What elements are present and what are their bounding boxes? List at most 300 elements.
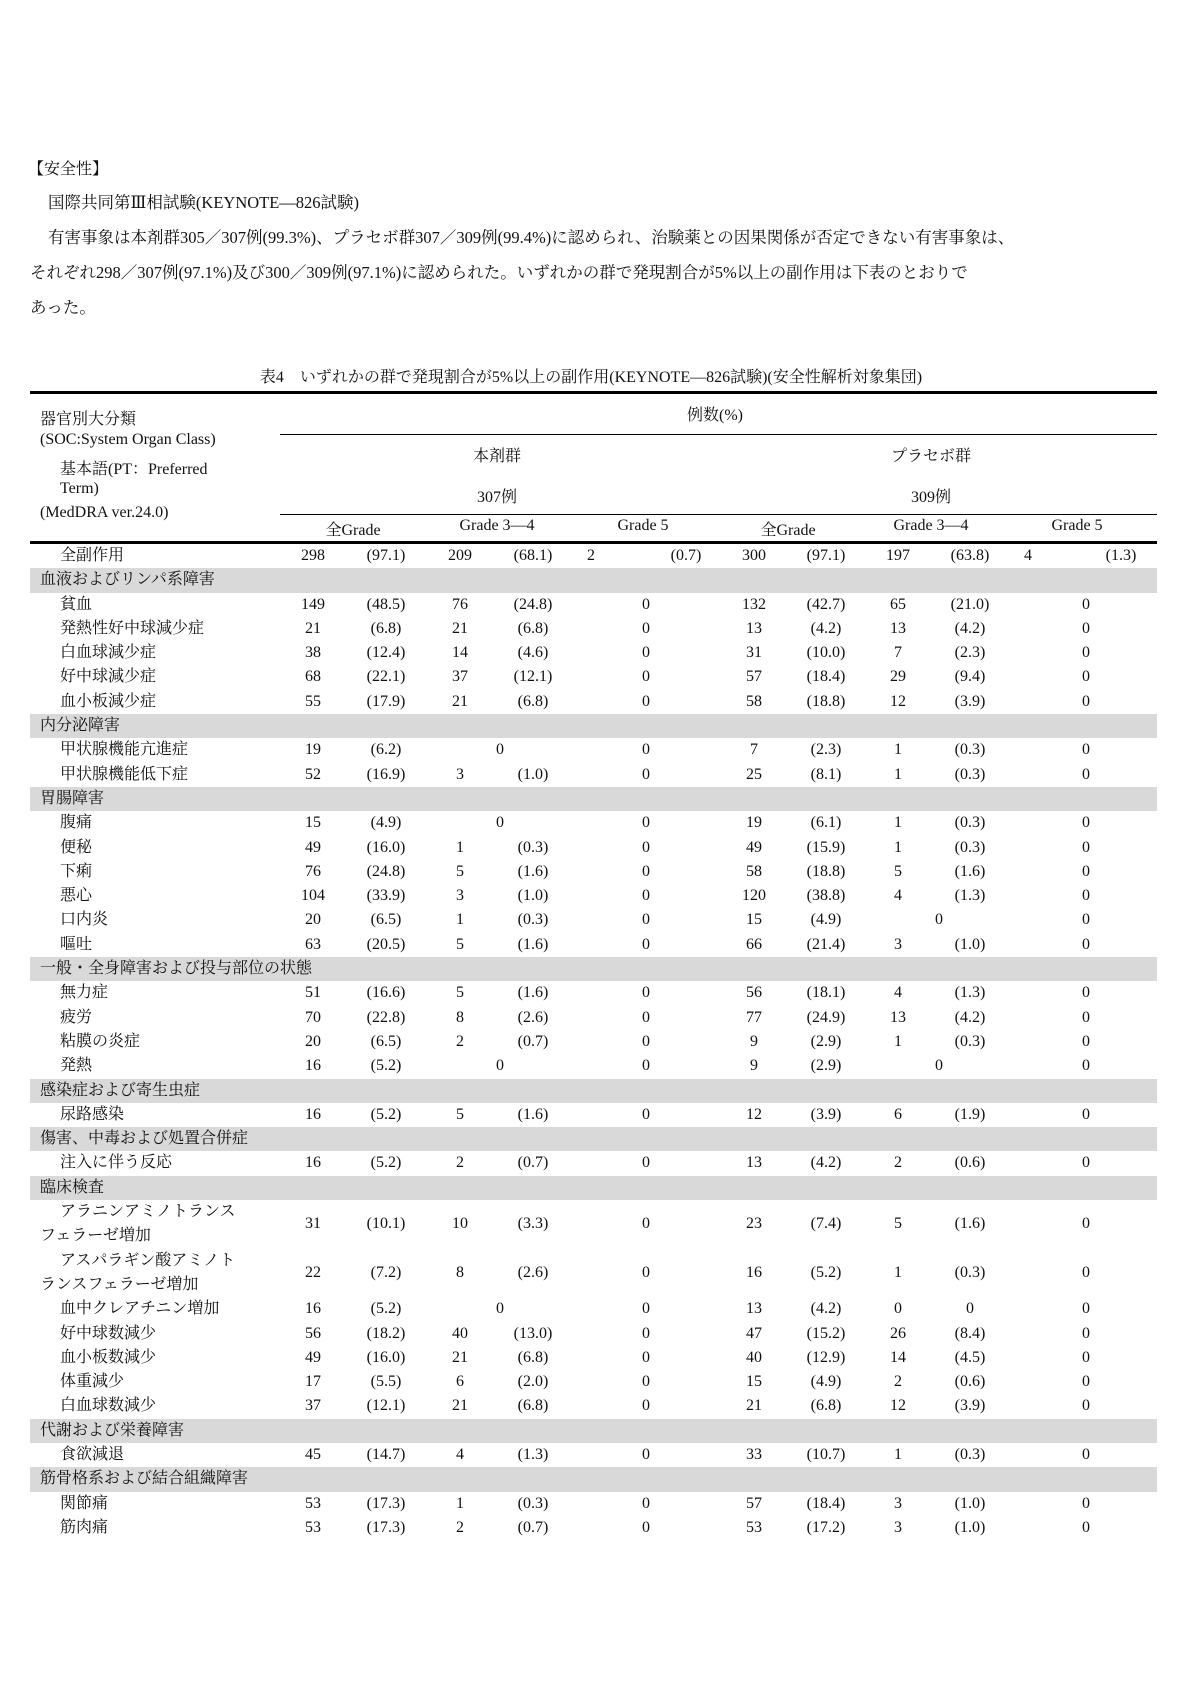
percent-all-grade: (4.9)	[810, 1373, 842, 1391]
percent-grade-3-4: (4.2)	[954, 619, 986, 637]
percent-grade-3-4: (1.6)	[517, 984, 549, 1002]
count-all-grade: 31	[305, 1215, 321, 1233]
study-title: 国際共同第Ⅲ相試験(KEYNOTE―826試験)	[48, 193, 360, 212]
percent-grade-3-4: (0.6)	[954, 1154, 986, 1172]
percent-grade-3-4: (1.6)	[517, 1105, 549, 1123]
percent-all-grade: (10.0)	[806, 644, 846, 662]
divider	[280, 514, 1157, 515]
row-label	[60, 1103, 124, 1127]
count-grade-3-4: 2	[894, 1154, 902, 1172]
table-row	[30, 933, 1157, 957]
percent-grade-5: (1.3)	[1105, 547, 1137, 564]
count-grade-5: 2	[587, 547, 595, 564]
percent-all-grade: (5.5)	[370, 1373, 402, 1391]
count-grade-5: 0	[642, 935, 650, 953]
table-row	[30, 1030, 1157, 1054]
row-label	[60, 544, 124, 568]
count-grade-3-4: 5	[456, 984, 464, 1002]
count-grade-5: 0	[642, 1057, 650, 1075]
percent-grade-3-4: (0.3)	[954, 1263, 986, 1281]
row-label-line: 全副作用	[60, 547, 125, 564]
count-all-grade: 58	[746, 692, 762, 710]
count-grade-3-4: 1	[894, 838, 902, 856]
row-label	[40, 1176, 104, 1200]
count-all-grade: 55	[305, 692, 321, 710]
row-label-line: 無力症	[60, 984, 109, 1002]
soc-row	[30, 957, 1157, 981]
count-all-grade: 37	[305, 1397, 321, 1415]
table-row	[30, 763, 1157, 787]
percent-all-grade: (4.9)	[370, 814, 402, 832]
row-label	[40, 1419, 184, 1443]
count-grade-3-4: 1	[456, 911, 464, 929]
percent-grade-3-4: (1.6)	[517, 862, 549, 880]
percent-grade-3-4: (0.7)	[517, 1154, 549, 1172]
total-row	[30, 544, 1157, 568]
table-row	[30, 1103, 1157, 1127]
percent-all-grade: (97.1)	[366, 547, 406, 564]
row-label-line: 下痢	[60, 862, 93, 880]
table-row	[30, 811, 1157, 835]
table-row	[30, 641, 1157, 665]
percent-grade-3-4: (0.3)	[954, 1445, 986, 1463]
count-all-grade: 53	[305, 1518, 321, 1536]
count-grade-5: 0	[1082, 595, 1090, 613]
row-label	[60, 860, 92, 884]
count-grade-3-4: 8	[456, 1008, 464, 1026]
percent-all-grade: (12.4)	[366, 644, 406, 662]
row-label	[40, 1079, 200, 1103]
count-grade-3-4: 8	[456, 1263, 464, 1281]
count-all-grade: 19	[305, 741, 321, 759]
count-grade-5: 0	[1082, 1494, 1090, 1512]
percent-all-grade: (6.1)	[810, 814, 842, 832]
grade-header: Grade 5	[1051, 517, 1103, 534]
count-all-grade: 17	[305, 1373, 321, 1391]
row-label-line: 悪心	[60, 887, 93, 905]
count-grade-5: 0	[1082, 1057, 1090, 1075]
count-grade-3-4: 0	[496, 814, 504, 832]
table-row	[30, 665, 1157, 689]
count-all-grade: 7	[750, 741, 758, 759]
table-row	[30, 908, 1157, 932]
count-all-grade: 58	[746, 862, 762, 880]
count-all-grade: 22	[305, 1263, 321, 1281]
count-grade-3-4: 5	[894, 1215, 902, 1233]
percent-grade-3-4: (0.3)	[954, 741, 986, 759]
row-label	[60, 1346, 156, 1370]
percent-grade-3-4: (63.8)	[950, 547, 990, 564]
percent-grade-3-4: (4.5)	[954, 1348, 986, 1366]
count-all-grade: 57	[746, 668, 762, 686]
count-grade-5: 0	[1082, 838, 1090, 856]
count-grade-3-4: 1	[894, 1263, 902, 1281]
count-grade-3-4: 3	[894, 935, 902, 953]
row-label-line: 腹痛	[60, 814, 93, 832]
percent-grade-3-4: (1.0)	[517, 765, 549, 783]
count-all-grade: 19	[746, 814, 762, 832]
count-grade-5: 0	[1082, 1445, 1090, 1463]
count-grade-5: 0	[1082, 1008, 1090, 1026]
percent-all-grade: (5.2)	[810, 1263, 842, 1281]
percent-all-grade: (21.4)	[806, 935, 846, 953]
table-row	[30, 593, 1157, 617]
count-grade-3-4: 2	[894, 1373, 902, 1391]
row-header-line: 基本語(PT：Preferred	[60, 461, 208, 478]
count-grade-3-4: 0	[935, 911, 943, 929]
row-label	[40, 1200, 236, 1249]
count-all-grade: 23	[746, 1215, 762, 1233]
count-grade-3-4: 1	[894, 741, 902, 759]
count-grade-3-4: 6	[894, 1105, 902, 1123]
row-label-line: 内分泌障害	[40, 717, 121, 735]
count-grade-3-4: 3	[894, 1518, 902, 1536]
count-all-grade: 77	[746, 1008, 762, 1026]
percent-all-grade: (5.2)	[370, 1105, 402, 1123]
percent-grade-3-4: (1.3)	[517, 1445, 549, 1463]
count-grade-3-4: 197	[886, 547, 910, 564]
percent-grade-3-4: (4.2)	[954, 1008, 986, 1026]
row-label	[60, 836, 92, 860]
count-grade-5: 0	[1082, 1300, 1090, 1318]
count-grade-5: 0	[642, 1105, 650, 1123]
row-label	[60, 593, 92, 617]
percent-all-grade: (2.9)	[810, 1057, 842, 1075]
percent-all-grade: (48.5)	[366, 595, 406, 613]
percent-grade-3-4: (1.3)	[954, 984, 986, 1002]
count-all-grade: 120	[742, 887, 766, 905]
soc-row	[30, 568, 1157, 592]
row-label-line: 口内炎	[60, 911, 109, 929]
percent-all-grade: (4.2)	[810, 1300, 842, 1318]
count-grade-5: 0	[642, 619, 650, 637]
percent-grade-3-4: (68.1)	[513, 547, 553, 564]
percent-all-grade: (18.8)	[806, 862, 846, 880]
table-row	[30, 1054, 1157, 1078]
table-row	[30, 1394, 1157, 1418]
table-row	[30, 1370, 1157, 1394]
row-label-line: 尿路感染	[60, 1105, 125, 1123]
percent-all-grade: (4.9)	[810, 911, 842, 929]
count-grade-5: 0	[642, 595, 650, 613]
count-all-grade: 15	[746, 1373, 762, 1391]
percent-all-grade: (6.2)	[370, 741, 402, 759]
percent-grade-3-4: (12.1)	[513, 668, 553, 686]
count-all-grade: 66	[746, 935, 762, 953]
count-grade-3-4: 0	[496, 1300, 504, 1318]
percent-all-grade: (5.2)	[370, 1300, 402, 1318]
percent-grade-3-4: (2.3)	[954, 644, 986, 662]
table-row	[30, 1492, 1157, 1516]
count-grade-5: 0	[642, 1215, 650, 1233]
row-label-line: 臨床検査	[40, 1178, 105, 1196]
percent-all-grade: (10.1)	[366, 1215, 406, 1233]
percent-all-grade: (5.2)	[370, 1154, 402, 1172]
count-grade-5: 0	[642, 887, 650, 905]
percent-all-grade: (2.9)	[810, 1032, 842, 1050]
percent-grade-3-4: (6.8)	[517, 1348, 549, 1366]
percent-all-grade: (16.9)	[366, 765, 406, 783]
count-grade-5: 0	[642, 911, 650, 929]
count-all-grade: 47	[746, 1324, 762, 1342]
percent-grade-3-4: (1.9)	[954, 1105, 986, 1123]
percent-all-grade: (18.4)	[806, 668, 846, 686]
percent-all-grade: (16.0)	[366, 838, 406, 856]
count-all-grade: 20	[305, 911, 321, 929]
count-grade-3-4: 1	[456, 1494, 464, 1512]
count-grade-3-4: 1	[456, 838, 464, 856]
count-grade-3-4: 2	[456, 1518, 464, 1536]
row-header-line: 器官別大分類	[40, 411, 137, 428]
percent-all-grade: (16.0)	[366, 1348, 406, 1366]
count-grade-3-4: 0	[894, 1300, 902, 1318]
count-grade-3-4: 3	[456, 765, 464, 783]
row-label	[60, 1322, 156, 1346]
percent-all-grade: (6.8)	[370, 619, 402, 637]
percent-all-grade: (18.4)	[806, 1494, 846, 1512]
percent-grade-3-4: (24.8)	[513, 595, 553, 613]
count-grade-3-4: 3	[894, 1494, 902, 1512]
percent-grade-3-4: (2.0)	[517, 1373, 549, 1391]
percent-all-grade: (4.2)	[810, 1154, 842, 1172]
count-grade-3-4: 4	[456, 1445, 464, 1463]
row-label	[60, 1006, 92, 1030]
row-label-line: 血小板数減少	[60, 1348, 157, 1366]
count-grade-5: 0	[642, 814, 650, 832]
percent-all-grade: (18.8)	[806, 692, 846, 710]
percent-grade-3-4: (0.3)	[517, 838, 549, 856]
row-label	[60, 690, 156, 714]
percent-grade-5: (0.7)	[670, 547, 702, 564]
count-all-grade: 132	[742, 595, 766, 613]
count-grade-3-4: 0	[935, 1057, 943, 1075]
count-grade-5: 0	[642, 1445, 650, 1463]
count-header: 例数(%)	[687, 407, 743, 424]
table-row	[30, 1443, 1157, 1467]
count-all-grade: 38	[305, 644, 321, 662]
percent-all-grade: (18.1)	[806, 984, 846, 1002]
percent-grade-3-4: (1.0)	[517, 887, 549, 905]
percent-all-grade: (8.1)	[810, 765, 842, 783]
percent-all-grade: (18.2)	[366, 1324, 406, 1342]
row-label-line: フェラーゼ増加	[40, 1227, 151, 1245]
table-body	[30, 544, 1157, 1540]
group-name: プラセボ群	[890, 448, 972, 465]
count-grade-5: 0	[1082, 1154, 1090, 1172]
percent-grade-3-4: (6.8)	[517, 619, 549, 637]
row-label	[60, 1443, 124, 1467]
row-label-line: ランスフェラーゼ増加	[40, 1275, 199, 1293]
percent-all-grade: (24.9)	[806, 1008, 846, 1026]
soc-row	[30, 1127, 1157, 1151]
row-label-line: 筋骨格系および結合組織障害	[40, 1470, 249, 1488]
count-grade-5: 0	[642, 692, 650, 710]
percent-all-grade: (7.2)	[370, 1263, 402, 1281]
row-label-line: 食欲減退	[60, 1445, 125, 1463]
count-grade-3-4: 21	[452, 619, 468, 637]
count-all-grade: 9	[750, 1057, 758, 1075]
percent-grade-3-4: (3.9)	[954, 1397, 986, 1415]
count-grade-5: 0	[642, 1263, 650, 1281]
row-label	[60, 981, 108, 1005]
count-all-grade: 20	[305, 1032, 321, 1050]
count-grade-5: 0	[1082, 814, 1090, 832]
row-label	[40, 1249, 236, 1298]
count-all-grade: 16	[305, 1154, 321, 1172]
count-grade-3-4: 4	[894, 887, 902, 905]
count-grade-3-4: 10	[452, 1215, 468, 1233]
table-row	[30, 738, 1157, 762]
percent-all-grade: (38.8)	[806, 887, 846, 905]
row-label-line: 貧血	[60, 595, 93, 613]
count-grade-5: 0	[642, 1348, 650, 1366]
count-grade-5: 0	[1082, 619, 1090, 637]
count-grade-3-4: 1	[894, 1032, 902, 1050]
table-row	[30, 1249, 1157, 1298]
count-grade-3-4: 21	[452, 692, 468, 710]
count-grade-3-4: 4	[894, 984, 902, 1002]
count-grade-5: 0	[1082, 741, 1090, 759]
row-label	[60, 1054, 92, 1078]
row-label-line: 白血球数減少	[60, 1397, 157, 1415]
count-grade-3-4: 0	[496, 1057, 504, 1075]
divider	[280, 434, 1157, 435]
paragraph-line: あった。	[30, 298, 96, 317]
table-row	[30, 690, 1157, 714]
percent-grade-3-4: (0.6)	[954, 1373, 986, 1391]
table-row	[30, 836, 1157, 860]
row-label-line: 粘膜の炎症	[60, 1032, 141, 1050]
group-n: 307例	[476, 489, 518, 506]
count-all-grade: 53	[305, 1494, 321, 1512]
percent-grade-3-4: (2.6)	[517, 1263, 549, 1281]
percent-all-grade: (17.3)	[366, 1494, 406, 1512]
count-grade-5: 0	[1082, 644, 1090, 662]
table-row	[30, 617, 1157, 641]
percent-grade-3-4: (1.0)	[954, 935, 986, 953]
count-all-grade: 15	[746, 911, 762, 929]
count-all-grade: 25	[746, 765, 762, 783]
percent-grade-3-4: (2.6)	[517, 1008, 549, 1026]
count-grade-3-4: 5	[456, 935, 464, 953]
count-grade-5: 0	[642, 1300, 650, 1318]
count-grade-3-4: 1	[894, 765, 902, 783]
row-label	[40, 568, 215, 592]
percent-all-grade: (17.2)	[806, 1518, 846, 1536]
count-grade-5: 0	[1082, 1348, 1090, 1366]
soc-row	[30, 714, 1157, 738]
count-grade-3-4: 14	[452, 644, 468, 662]
count-grade-3-4: 21	[452, 1397, 468, 1415]
row-header-line: Term)	[60, 480, 99, 497]
percent-grade-3-4: 0	[966, 1300, 974, 1318]
grade-header: Grade 5	[617, 517, 669, 534]
soc-row	[30, 1419, 1157, 1443]
percent-all-grade: (6.8)	[810, 1397, 842, 1415]
row-label	[60, 933, 92, 957]
count-grade-3-4: 3	[456, 887, 464, 905]
count-grade-3-4: 2	[456, 1032, 464, 1050]
table-caption: 表4 いずれかの群で発現割合が5%以上の副作用(KEYNOTE―826試験)(安全性解析対象集団)	[259, 369, 923, 386]
count-all-grade: 15	[305, 814, 321, 832]
soc-row	[30, 1467, 1157, 1491]
grade-header: Grade 3―4	[459, 517, 535, 534]
percent-grade-3-4: (8.4)	[954, 1324, 986, 1342]
count-grade-5: 0	[642, 668, 650, 686]
row-label-line: 注入に伴う反応	[60, 1154, 173, 1172]
percent-grade-3-4: (1.6)	[954, 862, 986, 880]
percent-grade-3-4: (1.0)	[954, 1494, 986, 1512]
count-all-grade: 13	[746, 1300, 762, 1318]
percent-all-grade: (24.8)	[366, 862, 406, 880]
count-all-grade: 9	[750, 1032, 758, 1050]
percent-all-grade: (22.1)	[366, 668, 406, 686]
count-grade-5: 0	[1082, 1105, 1090, 1123]
count-all-grade: 40	[746, 1348, 762, 1366]
row-label-line: 体重減少	[60, 1373, 125, 1391]
count-all-grade: 49	[305, 838, 321, 856]
row-label	[60, 617, 204, 641]
section-heading: 【安全性】	[28, 161, 109, 178]
percent-grade-3-4: (0.3)	[517, 911, 549, 929]
row-label	[40, 787, 104, 811]
row-label-line: 血液およびリンパ系障害	[40, 571, 215, 589]
soc-row	[30, 1079, 1157, 1103]
percent-grade-3-4: (3.3)	[517, 1215, 549, 1233]
percent-all-grade: (3.9)	[810, 1105, 842, 1123]
percent-all-grade: (16.6)	[366, 984, 406, 1002]
percent-all-grade: (6.5)	[370, 911, 402, 929]
count-all-grade: 12	[746, 1105, 762, 1123]
count-all-grade: 52	[305, 765, 321, 783]
count-grade-3-4: 5	[456, 862, 464, 880]
count-grade-5: 0	[1082, 1397, 1090, 1415]
count-grade-5: 0	[642, 1373, 650, 1391]
row-label-line: アラニンアミノトランス	[60, 1203, 236, 1221]
percent-grade-3-4: (9.4)	[954, 668, 986, 686]
count-grade-3-4: 14	[890, 1348, 906, 1366]
count-grade-3-4: 1	[894, 1445, 902, 1463]
count-all-grade: 63	[305, 935, 321, 953]
count-grade-5: 0	[1082, 668, 1090, 686]
count-all-grade: 68	[305, 668, 321, 686]
count-grade-5: 0	[1082, 765, 1090, 783]
count-grade-5: 0	[1082, 1032, 1090, 1050]
count-grade-5: 0	[642, 741, 650, 759]
row-label	[60, 1297, 219, 1321]
paragraph-line: 有害事象は本剤群305／307例(99.3%)、プラセボ群307／309例(99.4%)に認められ、治験薬との因果関係が否定できない有害事象は、	[48, 228, 1015, 247]
row-label-line: 筋肉痛	[60, 1518, 109, 1536]
table-row	[30, 1006, 1157, 1030]
row-label	[40, 957, 312, 981]
count-all-grade: 56	[746, 984, 762, 1002]
grade-header: 全Grade	[325, 522, 381, 539]
count-grade-5: 0	[1082, 984, 1090, 1002]
percent-all-grade: (15.2)	[806, 1324, 846, 1342]
percent-grade-3-4: (1.3)	[954, 887, 986, 905]
percent-all-grade: (15.9)	[806, 838, 846, 856]
percent-grade-3-4: (6.8)	[517, 1397, 549, 1415]
count-grade-3-4: 21	[452, 1348, 468, 1366]
count-grade-3-4: 209	[448, 547, 472, 564]
count-grade-5: 0	[642, 862, 650, 880]
count-all-grade: 33	[746, 1445, 762, 1463]
count-grade-5: 0	[1082, 862, 1090, 880]
count-grade-5: 0	[642, 1154, 650, 1172]
row-label	[60, 1492, 108, 1516]
percent-grade-3-4: (1.0)	[954, 1518, 986, 1536]
count-all-grade: 70	[305, 1008, 321, 1026]
